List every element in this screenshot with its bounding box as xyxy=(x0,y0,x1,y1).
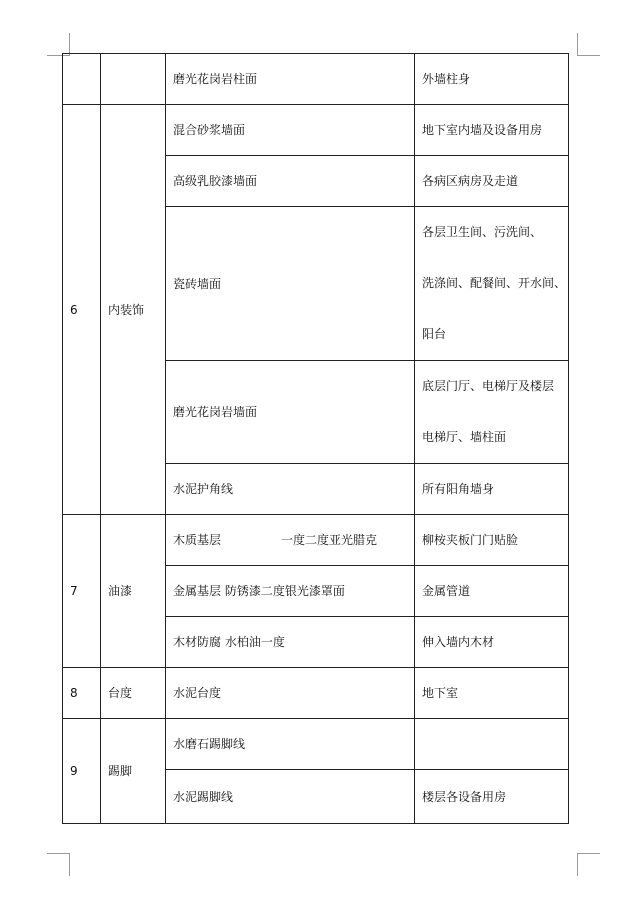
item-cell: 水磨石踢脚线 xyxy=(166,719,415,770)
item-cell: 高级乳胶漆墙面 xyxy=(166,156,415,207)
table-row xyxy=(63,105,569,156)
location-cell xyxy=(415,719,569,770)
no-cell: 9 xyxy=(63,719,101,824)
crop-mark-bottom-left xyxy=(47,853,70,876)
location-line: 底层门厅、电梯厅及楼层 xyxy=(422,379,555,393)
crop-mark-top-right xyxy=(577,33,600,56)
finish-spec-table xyxy=(62,53,569,824)
category-cell: 台度 xyxy=(101,668,166,719)
location-line: 洗涤间、配餐间、开水间、 xyxy=(422,276,567,290)
category-cell xyxy=(101,54,166,105)
no-cell xyxy=(63,54,101,105)
item-cell xyxy=(166,515,415,566)
table-row xyxy=(63,719,569,770)
item-cell: 混合砂浆墙面 xyxy=(166,105,415,156)
table-row xyxy=(63,54,569,105)
item-cell: 磨光花岗岩墙面 xyxy=(166,361,415,464)
item-part: 一度二度亚光腊克 xyxy=(281,533,378,547)
table-row xyxy=(63,515,569,566)
location-cell xyxy=(415,207,569,361)
item-cell: 金属基层 防锈漆二度银光漆罩面 xyxy=(166,566,415,617)
category-cell: 踢脚 xyxy=(101,719,166,824)
location-cell: 地下室 xyxy=(415,668,569,719)
location-line: 阳台 xyxy=(422,327,447,341)
item-cell: 瓷砖墙面 xyxy=(166,207,415,361)
table-row xyxy=(63,668,569,719)
item-cell: 水泥护角线 xyxy=(166,464,415,515)
location-cell: 楼层各设备用房 xyxy=(415,770,569,824)
item-part: 木质基层 xyxy=(173,533,222,547)
category-cell: 内装饰 xyxy=(101,105,166,515)
item-cell: 水泥台度 xyxy=(166,668,415,719)
no-cell: 8 xyxy=(63,668,101,719)
location-line: 各层卫生间、污洗间、 xyxy=(422,225,543,239)
category-cell: 油漆 xyxy=(101,515,166,668)
no-cell: 7 xyxy=(63,515,101,668)
location-cell: 所有阳角墙身 xyxy=(415,464,569,515)
location-cell: 柳桉夹板门门贴脸 xyxy=(415,515,569,566)
location-cell: 金属管道 xyxy=(415,566,569,617)
location-cell: 外墙柱身 xyxy=(415,54,569,105)
location-cell: 各病区病房及走道 xyxy=(415,156,569,207)
item-cell: 磨光花岗岩柱面 xyxy=(166,54,415,105)
location-line: 电梯厅、墙柱面 xyxy=(422,430,507,444)
location-cell xyxy=(415,361,569,464)
location-cell: 伸入墙内木材 xyxy=(415,617,569,668)
item-cell: 水泥踢脚线 xyxy=(166,770,415,824)
no-cell: 6 xyxy=(63,105,101,515)
item-cell: 木材防腐 水柏油一度 xyxy=(166,617,415,668)
crop-mark-bottom-right xyxy=(577,853,600,876)
location-cell: 地下室内墙及设备用房 xyxy=(415,105,569,156)
